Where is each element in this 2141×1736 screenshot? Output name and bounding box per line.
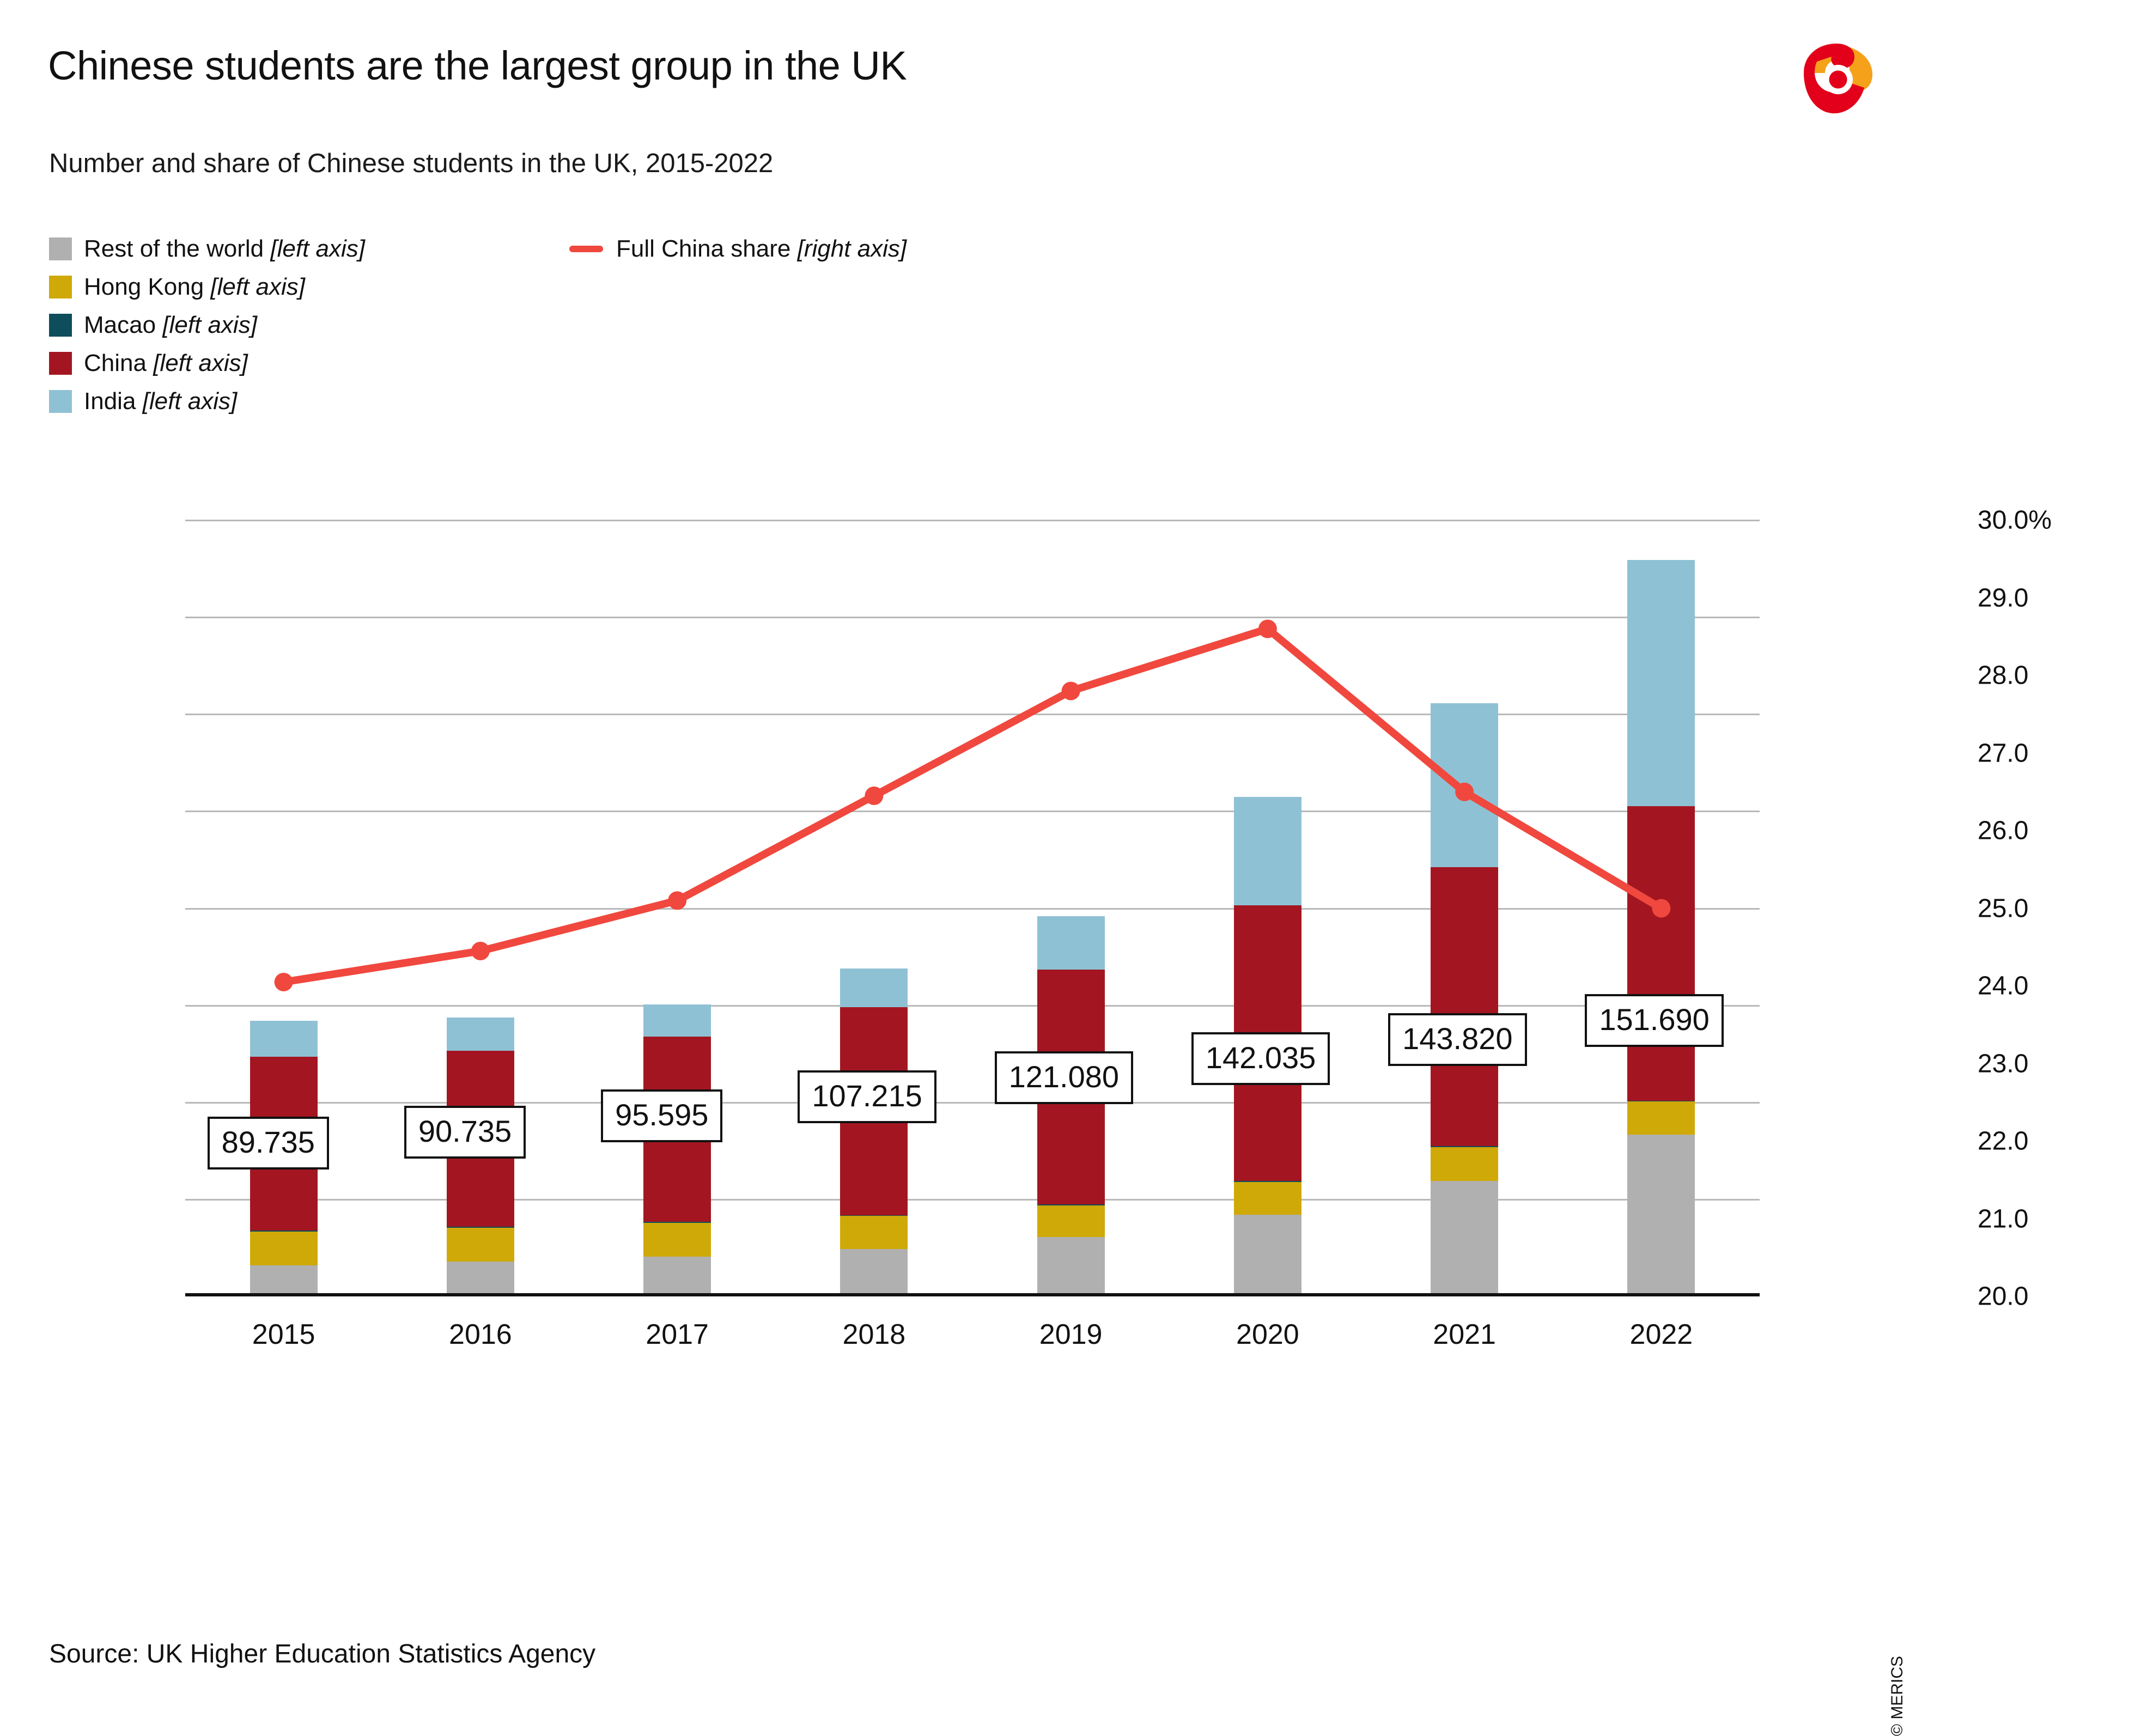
legend-label: China [left axis] [84, 350, 248, 376]
data-label-callout: 95.595 [601, 1089, 722, 1142]
x-axis-line [185, 1293, 1760, 1296]
x-axis-tick: 2019 [1039, 1319, 1103, 1350]
legend-swatch-icon [49, 276, 72, 299]
x-axis-tick: 2020 [1236, 1319, 1299, 1350]
x-axis-tick: 2018 [842, 1319, 906, 1350]
y-axis-right-tick: 30.0% [1978, 505, 2052, 535]
legend-line-icon [569, 246, 603, 252]
legend-swatch-icon [49, 390, 72, 413]
legend-item-macao [49, 312, 257, 339]
legend-label: Rest of the world [left axis] [84, 235, 366, 262]
merics-logo [1796, 40, 1877, 122]
data-label-callout: 143.820 [1388, 1013, 1526, 1066]
y-axis-right-tick: 28.0 [1978, 661, 2029, 690]
x-axis-tick: 2022 [1629, 1319, 1693, 1350]
chart-legend [49, 235, 1139, 426]
legend-item-hong-kong [49, 273, 305, 301]
y-axis-right-tick: 29.0 [1978, 583, 2029, 612]
page-subtitle: Number and share of Chinese students in the UK, 2015-2022 [49, 149, 774, 178]
legend-label: India [left axis] [84, 388, 238, 415]
legend-swatch-icon [49, 352, 72, 375]
line-series-full-china-share [185, 520, 1760, 1296]
x-axis-tick: 2016 [449, 1319, 512, 1350]
y-axis-right-tick: 22.0 [1978, 1126, 2029, 1156]
chart-plot-area [185, 505, 2052, 1350]
legend-label: Hong Kong [left axis] [84, 273, 306, 300]
y-axis-right-tick: 25.0 [1978, 894, 2029, 923]
legend-label: Full China share [right axis] [616, 235, 907, 262]
legend-swatch-icon [49, 314, 72, 337]
y-axis-right-tick: 21.0 [1978, 1204, 2029, 1233]
x-axis-tick: 2015 [252, 1319, 315, 1350]
data-label-callout: 142.035 [1191, 1032, 1330, 1085]
data-label-callout: 89.735 [208, 1117, 329, 1169]
legend-item-china [49, 350, 248, 377]
legend-label: Macao [left axis] [84, 312, 257, 338]
copyright-credit: © MERICS [1888, 1656, 1906, 1736]
legend-item-india [49, 388, 237, 415]
source-note: Source: UK Higher Education Statistics Agency [49, 1640, 596, 1668]
data-label-callout: 151.690 [1585, 994, 1723, 1047]
legend-swatch-icon [49, 237, 72, 260]
data-label-callout: 121.080 [995, 1051, 1133, 1104]
y-axis-right-tick: 24.0 [1978, 971, 2029, 1001]
y-axis-right-tick: 23.0 [1978, 1049, 2029, 1078]
x-axis-tick: 2017 [646, 1319, 709, 1350]
y-axis-right-tick: 20.0 [1978, 1282, 2029, 1311]
y-axis-right-tick: 26.0 [1978, 816, 2029, 845]
legend-item-rest-of-world [49, 235, 365, 263]
page-title: Chinese students are the largest group in the UK [48, 43, 907, 88]
legend-item-full-china-share [569, 235, 907, 263]
data-label-callout: 107.215 [798, 1070, 936, 1123]
x-axis-tick: 2021 [1433, 1319, 1496, 1350]
data-label-callout: 90.735 [404, 1106, 526, 1159]
y-axis-right-tick: 27.0 [1978, 739, 2029, 768]
